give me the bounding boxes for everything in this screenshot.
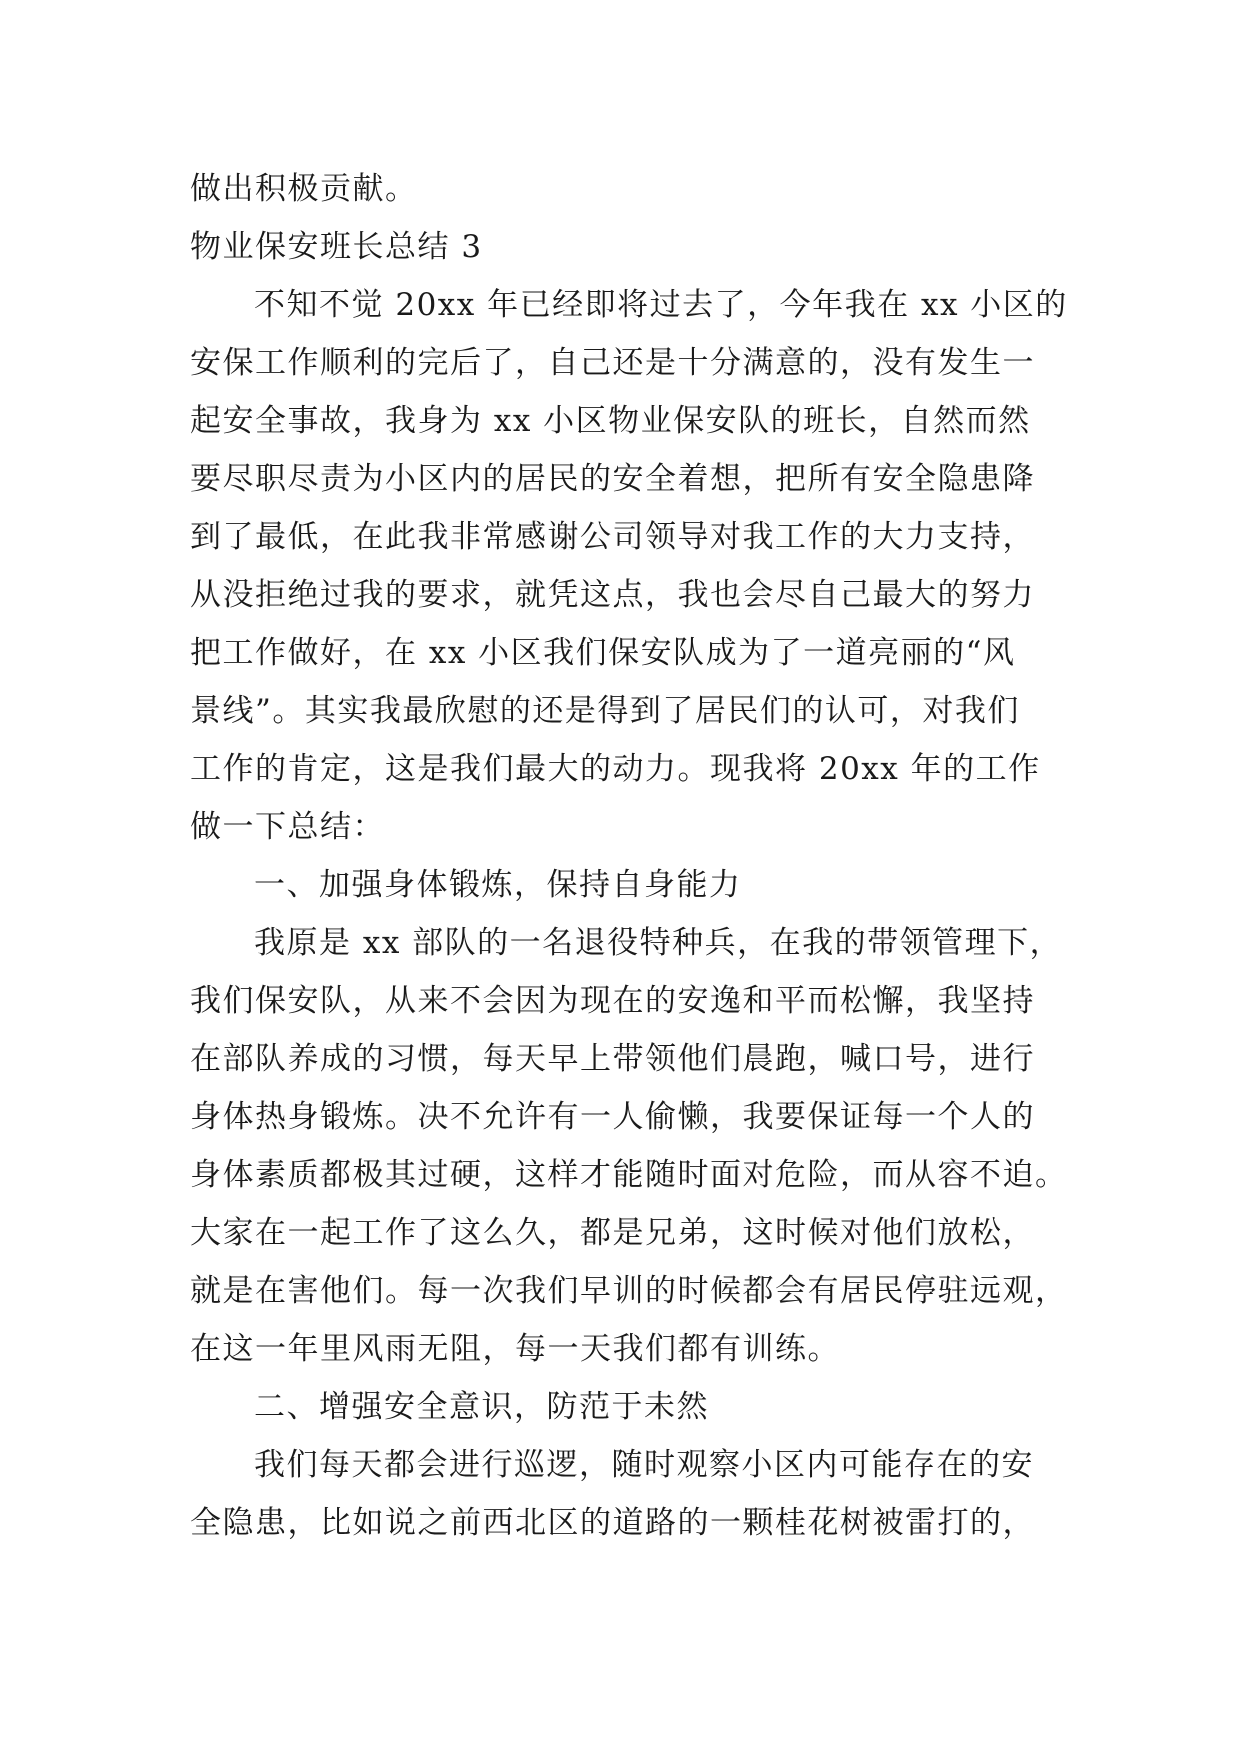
text-line: 从没拒绝过我的要求，就凭这点，我也会尽自己最大的努力 bbox=[190, 577, 1035, 613]
text-line: 身体素质都极其过硬，这样才能随时面对危险，而从容不迫。 bbox=[190, 1157, 1068, 1193]
text-line: 大家在一起工作了这么久，都是兄弟，这时候对他们放松， bbox=[190, 1215, 1035, 1251]
text-line: 安保工作顺利的完后了，自己还是十分满意的，没有发生一 bbox=[190, 345, 1035, 381]
text-line: 景线”。其实我最欣慰的还是得到了居民们的认可，对我们 bbox=[190, 693, 1020, 729]
text-line: 起安全事故，我身为 xx 小区物业保安队的班长，自然而然 bbox=[190, 403, 1031, 439]
text-line: 不知不觉 20xx 年已经即将过去了，今年我在 xx 小区的 bbox=[254, 287, 1068, 323]
text-line: 我们保安队，从来不会因为现在的安逸和平而松懈，我坚持 bbox=[190, 983, 1035, 1019]
text-line: 全隐患，比如说之前西北区的道路的一颗桂花树被雷打的， bbox=[190, 1505, 1035, 1541]
document-body bbox=[190, 160, 1070, 1552]
text-line: 在这一年里风雨无阻，每一天我们都有训练。 bbox=[190, 1331, 840, 1367]
text-line: 到了最低，在此我非常感谢公司领导对我工作的大力支持， bbox=[190, 519, 1035, 555]
text-line: 工作的肯定，这是我们最大的动力。现我将 20xx 年的工作 bbox=[190, 751, 1041, 787]
section-title: 物业保安班长总结 3 bbox=[190, 229, 483, 265]
text-line: 在部队养成的习惯，每天早上带领他们晨跑，喊口号，进行 bbox=[190, 1041, 1035, 1077]
text-line: 要尽职尽责为小区内的居民的安全着想，把所有安全隐患降 bbox=[190, 461, 1035, 497]
subheading: 一、加强身体锻炼，保持自身能力 bbox=[254, 867, 742, 903]
text-line: 我们每天都会进行巡逻，随时观察小区内可能存在的安 bbox=[254, 1447, 1034, 1483]
text-line: 把工作做好，在 xx 小区我们保安队成为了一道亮丽的“风 bbox=[190, 635, 1016, 671]
subheading: 二、增强安全意识，防范于未然 bbox=[254, 1389, 709, 1425]
text-line: 身体热身锻炼。决不允许有一人偷懒，我要保证每一个人的 bbox=[190, 1099, 1035, 1135]
text-line: 做一下总结： bbox=[190, 809, 385, 845]
text-line: 就是在害他们。每一次我们早训的时候都会有居民停驻远观， bbox=[190, 1273, 1068, 1309]
text-line: 做出积极贡献。 bbox=[190, 171, 418, 207]
text-line: 我原是 xx 部队的一名退役特种兵，在我的带领管理下， bbox=[254, 925, 1063, 961]
